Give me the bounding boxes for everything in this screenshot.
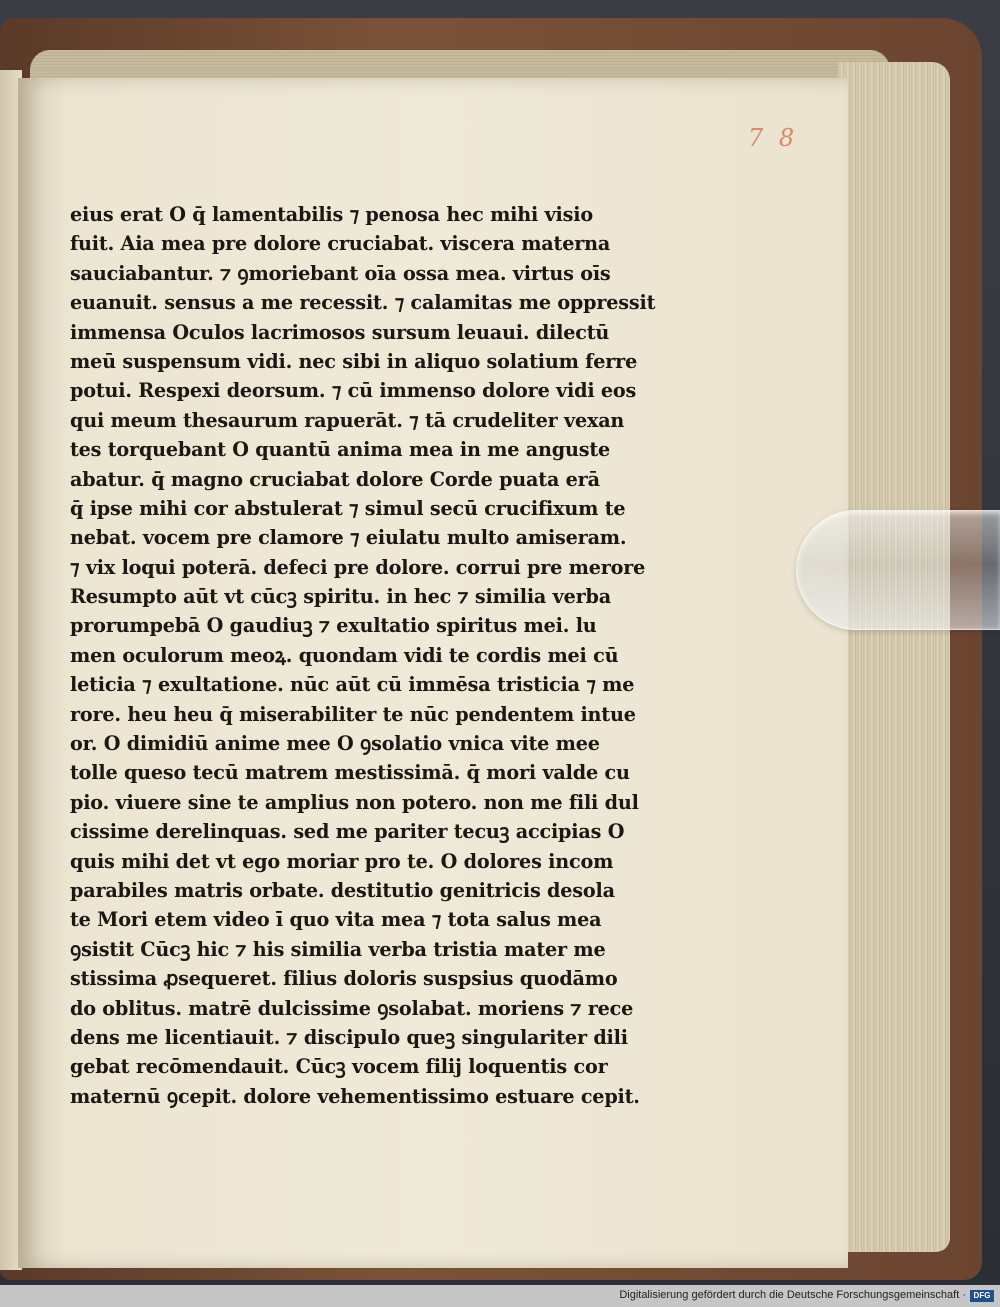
folio-number: 7 8	[748, 124, 799, 152]
text-line: rore. heu heu q̄ miserabiliter te nūc pendentem intue	[70, 702, 636, 726]
text-line: qui meum thesaurum rapuerāt. ⁊ tā crudeliter vexan	[70, 408, 625, 432]
text-line: te Mori etem video ī quo vita mea ⁊ tota salus mea	[70, 908, 602, 932]
text-line: maternū ꝯcepit. dolore vehementissimo estuare cepit.	[70, 1084, 640, 1108]
text-line: sauciabantur. ⁊ ꝯmoriebant oīa ossa mea. virtus oīs	[70, 261, 611, 285]
text-line: ꝯsistit Cūcꝫ hic ⁊ his similia verba tristia mater me	[70, 937, 606, 961]
text-line: potui. Respexi deorsum. ⁊ cū immenso dolore vidi eos	[70, 379, 637, 403]
text-line: abatur. q̄ magno cruciabat dolore Corde puata erā	[70, 467, 600, 491]
text-line: eius erat O q̄ lamentabilis ⁊ penosa hec mihi visio	[70, 203, 593, 226]
page-fore-edge	[838, 62, 950, 1252]
text-line: gebat recōmendauit. Cūcꝫ vocem filij loquentis cor	[70, 1055, 608, 1079]
text-line: pio. viuere sine te amplius non potero. non me fili dul	[70, 790, 639, 814]
text-line: meū suspensum vidi. nec sibi in aliquo solatium ferre	[70, 349, 638, 373]
text-line: q̄ ipse mihi cor abstulerat ⁊ simul secū crucifixum te	[70, 496, 626, 520]
text-line: or. O dimidiū anime mee O ꝯsolatio vnica vite mee	[70, 732, 600, 756]
text-line: do oblitus. matrē dulcissime ꝯsolabat. moriens ⁊ rece	[70, 996, 634, 1020]
text-line: tolle queso tecū matrem mestissimā. q̄ mori valde cu	[70, 761, 630, 785]
text-line: cissime derelinquas. sed me pariter tecuꝫ accipias O	[70, 820, 625, 844]
funding-credit: Digitalisierung gefördert durch die Deutsche Forschungsgemeinschaft ·	[619, 1289, 966, 1301]
text-line: leticia ⁊ exultatione. nūc aūt cū immēsa tristicia ⁊ me	[70, 673, 635, 697]
text-line: fuit. Aia mea pre dolore cruciabat. viscera materna	[70, 232, 611, 256]
text-line: stissima ꝓsequeret. filius doloris suspsius quodāmo	[70, 967, 618, 991]
text-line: nebat. vocem pre clamore ⁊ eiulatu multo amiseram.	[70, 526, 627, 550]
text-line: immensa Oculos lacrimosos sursum leuaui. dilectū	[70, 320, 610, 344]
text-line: tes torquebant O quantū anima mea in me anguste	[70, 438, 611, 462]
text-line: ⁊ vix loqui poterā. defeci pre dolore. corrui pre merore	[70, 555, 646, 579]
text-line: quis mihi det vt ego moriar pro te. O dolores incom	[70, 849, 614, 873]
page-clip	[796, 510, 1000, 630]
text-line: parabiles matris orbate. destitutio genitricis desola	[70, 878, 615, 902]
dfg-logo: DFG	[970, 1290, 994, 1302]
text-line: men oculorum meoꝝ. quondam vidi te cordis mei cū	[70, 643, 619, 667]
text-line: euanuit. sensus a me recessit. ⁊ calamitas me oppressit	[70, 291, 656, 315]
text-line: prorumpebā O gaudiuꝫ ⁊ exultatio spiritus mei. lu	[70, 614, 597, 638]
faded-marginal-note	[700, 408, 825, 432]
text-block	[70, 200, 690, 1111]
footer-bar	[0, 1285, 1000, 1307]
text-line: dens me licentiauit. ⁊ discipulo queꝫ singulariter dili	[70, 1025, 628, 1049]
text-line: Resumpto aūt vt cūcꝫ spiritu. in hec ⁊ similia verba	[70, 585, 611, 609]
